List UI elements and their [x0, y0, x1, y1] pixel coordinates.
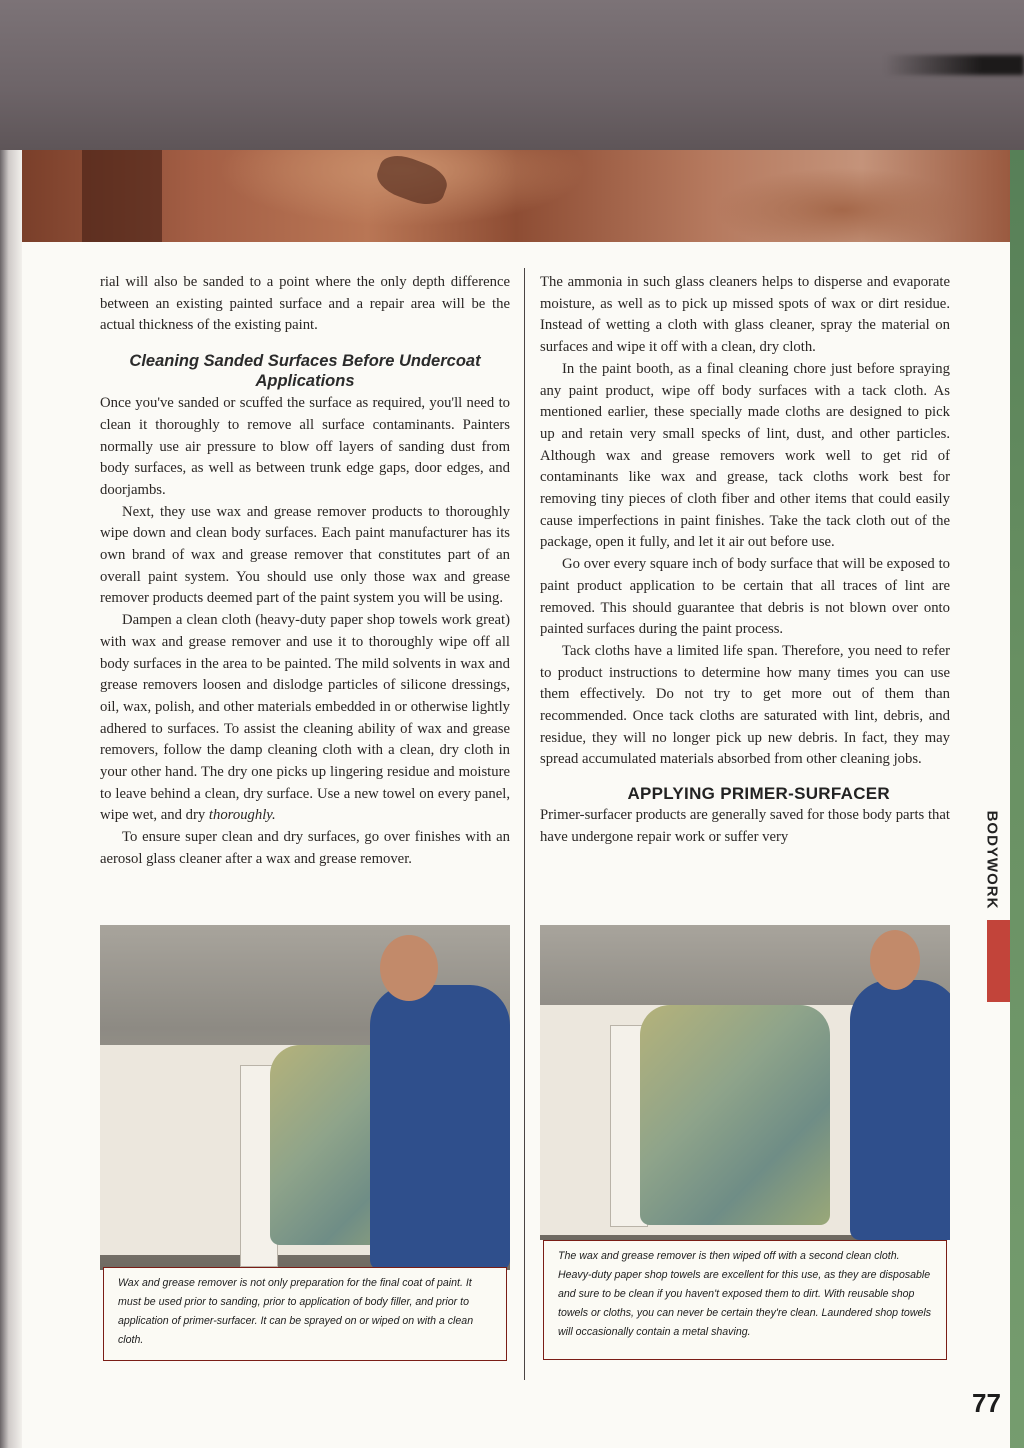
column-divider	[524, 268, 525, 1380]
photo-wipe-off-remover	[540, 925, 950, 1240]
right-paragraph-2: Go over every square inch of body surface that will be exposed to paint product application to be certain that all traces of lint are removed. This should guarantee that debris is not blown over onto painted surfaces during the paint process.	[540, 556, 950, 638]
banner-shadow-center	[372, 149, 451, 211]
left-paragraph-3-emphasis: thoroughly.	[208, 807, 276, 824]
page-number: 77	[972, 1388, 1001, 1418]
subheading-cleaning-sanded-surfaces: Cleaning Sanded Surfaces Before Undercoat Applications	[129, 352, 481, 391]
section-tab-label: BODYWORK	[983, 810, 1001, 910]
left-text-column	[100, 272, 510, 871]
right-paragraph-4: Primer-surfacer products are generally saved for those body parts that have undergone repair work or suffer very	[540, 807, 950, 845]
left-paragraph-0: rial will also be sanded to a point where the only depth difference between an existing painted surface and a repair area will be the actual thickness of the existing paint.	[100, 274, 510, 334]
scan-background-top	[0, 0, 1024, 150]
scan-shadow	[884, 55, 1024, 75]
left-paragraph-2: Next, they use wax and grease remover products to thoroughly wipe down and clean body surfaces. Each paint manufacturer has its own brand of wax and grease remover that constitutes part of an overall paint system. You should use only those wax and grease remover products deemed part of the paint system you will be using.	[100, 503, 510, 607]
heading-applying-primer-surfacer: APPLYING PRIMER-SURFACER	[627, 784, 890, 804]
left-paragraph-1: Once you've sanded or scuffed the surface as required, you'll need to clean it thoroughly to remove all surface contaminants. Painters normally use air pressure to blow off layers of sanding dust from body surfaces, as well as between trunk edge gaps, door edges, and doorjambs.	[100, 395, 510, 498]
right-paragraph-3: Tack cloths have a limited life span. Therefore, you need to refer to product instructions to determine how many times you can use them effectively. Do not try to get more out of them than recommended. Once tack cloths are saturated with lint, debris, and residue, they will no longer pick up new debris. In fact, they may spread accumulated materials absorbed from other cleaning jobs.	[540, 642, 950, 768]
photo-repair-panel	[640, 1005, 830, 1225]
section-tab	[962, 800, 1022, 920]
right-paragraph-0: The ammonia in such glass cleaners helps to disperse and evaporate moisture, as well as to pick up missed spots of wax or dirt residue. Instead of wetting a cloth with glass cleaner, spray the material on surfaces and wipe it off with a clean, dry cloth.	[540, 274, 950, 356]
page-edge-strip	[1010, 150, 1024, 1448]
left-paragraph-3-text: Dampen a clean cloth (heavy-duty paper shop towels work great) with wax and grease remover and use it to thoroughly wipe off all body surfaces in the area to be painted. The mild solvents in wax and grease removers loosen and dislodge particles of silicone dressings, oil, wax, polish, and other materials embedded in or otherwise lightly adhered to surfaces. To assist the cleaning ability of wax and grease removers, follow the damp cleaning cloth with a clean, dry cloth in your other hand. The dry one picks up lingering residue and moisture to leave behind a clean, dry surface. Use a new towel on every panel, wipe wet, and dry	[100, 612, 510, 824]
left-paragraph-3	[100, 610, 510, 827]
left-paragraph-4: To ensure super clean and dry surfaces, go over finishes with an aerosol glass cleaner after a wax and grease remover.	[100, 829, 510, 867]
header-photo-banner	[22, 150, 1010, 242]
page-binding-edge	[0, 150, 22, 1448]
caption-right: The wax and grease remover is then wiped off with a second clean cloth. Heavy-duty paper shop towels are excellent for this use, as they are disposable and sure to be clean if you haven't exposed them to dirt. With reusable shop towels or cloths, you can never be certain they're clean. Laundered shop towels will occasionally contain a metal shaving.	[543, 1240, 947, 1360]
photo-wax-grease-application	[100, 925, 510, 1270]
caption-left: Wax and grease remover is not only preparation for the final coat of paint. It must be used prior to sanding, prior to application of body filler, and prior to application of primer-surfacer. It can be sprayed on or wiped on with a clean cloth.	[103, 1267, 507, 1361]
photo-technician	[370, 985, 510, 1270]
photo-technician	[850, 980, 950, 1240]
photo-technician-head	[380, 935, 438, 1001]
photo-technician-head	[870, 930, 920, 990]
right-text-column	[540, 272, 950, 849]
right-paragraph-1: In the paint booth, as a final cleaning chore just before spraying any paint product, wipe off body surfaces with a tack cloth. As mentioned earlier, these specially made cloths are designed to pick up and retain very small specks of lint, dust, and other particles. Although wax and grease removers work well to get rid of contaminants like wax and grease, tack cloths work best for removing tiny pieces of cloth fiber and other items that could easily cause imperfections in paint finishes. Take the tack cloth out of the package, open it fully, and let it air out before use.	[540, 360, 950, 551]
banner-shadow-left	[82, 150, 162, 242]
section-tab-marker	[987, 920, 1010, 1002]
